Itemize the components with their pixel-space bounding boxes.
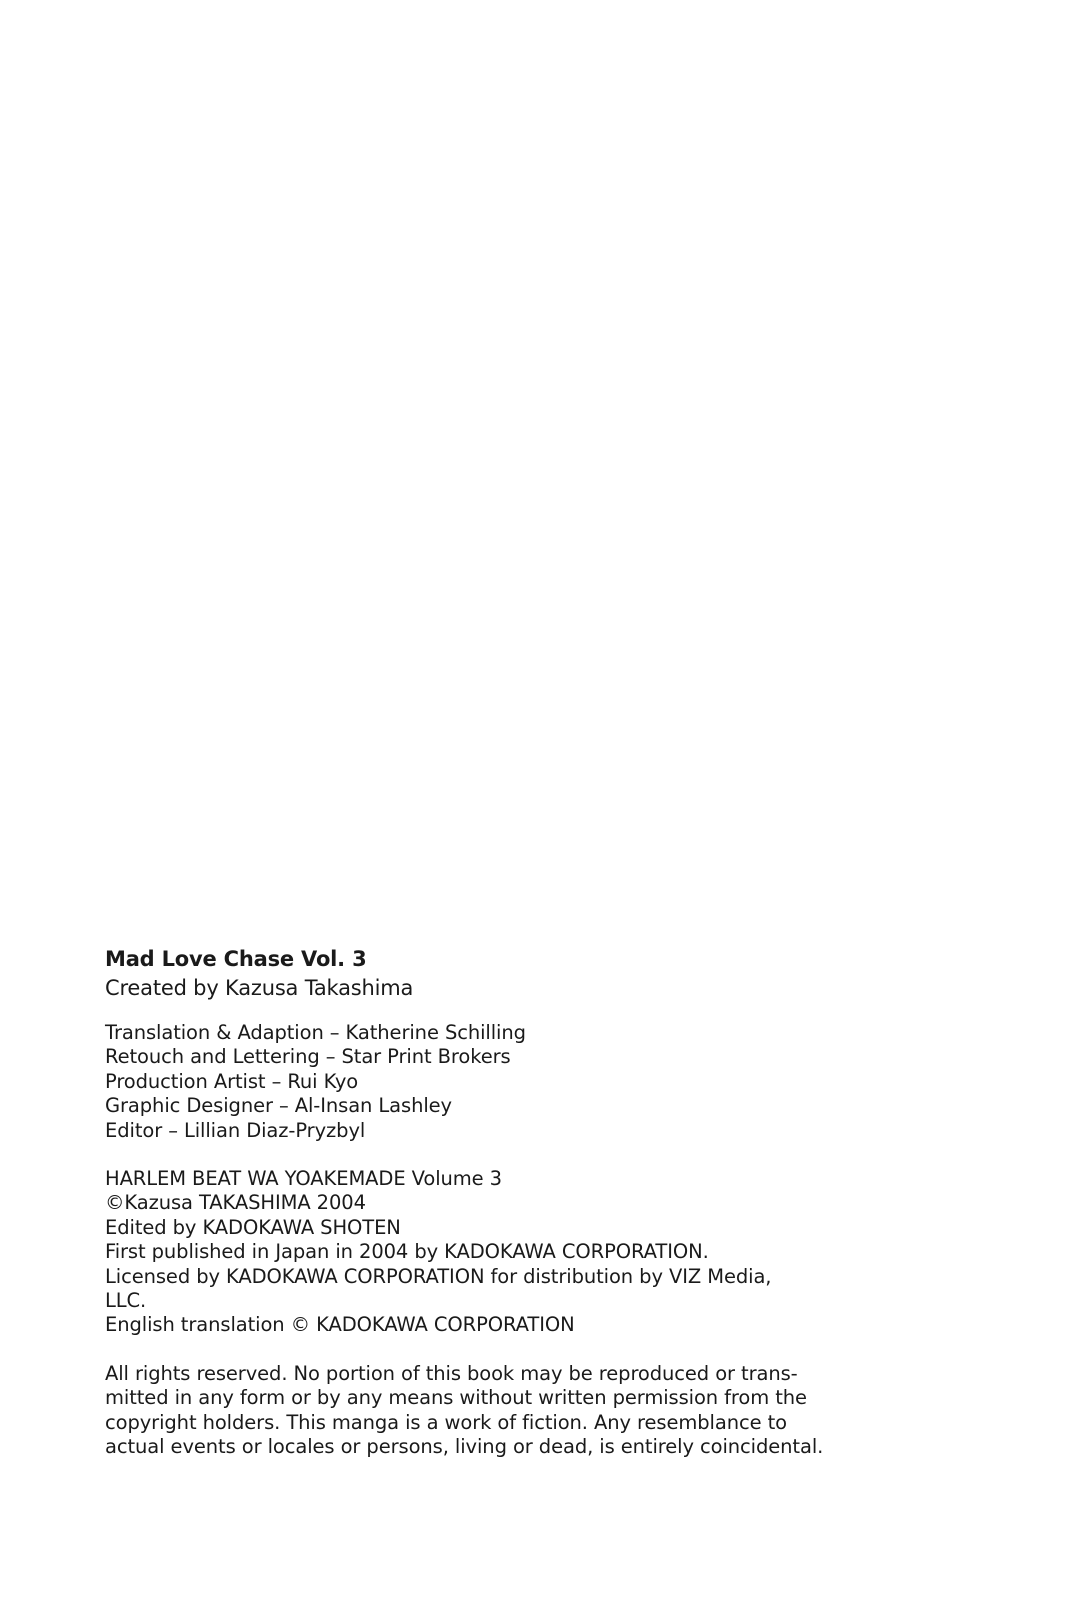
rights-line: All rights reserved. No portion of this book may be reproduced or trans-	[105, 1361, 798, 1385]
publication-line: Licensed by KADOKAWA CORPORATION for distribution by VIZ Media,	[105, 1264, 772, 1288]
rights-line: copyright holders. This manga is a work of fiction. Any resemblance to	[105, 1410, 787, 1434]
publication-line: LLC.	[105, 1289, 147, 1313]
publication-line: ©Kazusa TAKASHIMA 2004	[105, 1191, 366, 1215]
staff-line: Retouch and Lettering – Star Print Brokers	[105, 1045, 511, 1069]
staff-line: Editor – Lillian Diaz-Pryzbyl	[105, 1118, 366, 1142]
staff-credits	[105, 1021, 805, 1143]
publication-line: English translation © KADOKAWA CORPORATION	[105, 1313, 575, 1337]
staff-line: Translation & Adaption – Katherine Schilling	[105, 1021, 526, 1044]
publication-line: First published in Japan in 2004 by KADOKAWA CORPORATION.	[105, 1240, 709, 1264]
rights-notice	[105, 1361, 824, 1460]
publication-line: HARLEM BEAT WA YOAKEMADE Volume 3	[105, 1167, 502, 1191]
book-title: Mad Love Chase Vol. 3	[105, 947, 367, 971]
credits-block	[105, 945, 824, 1484]
publication-line: Edited by KADOKAWA SHOTEN	[105, 1215, 401, 1239]
book-creator: Created by Kazusa Takashima	[105, 976, 414, 1000]
staff-line: Graphic Designer – Al-Insan Lashley	[105, 1094, 452, 1118]
rights-line: mitted in any form or by any means without written permission from the	[105, 1386, 807, 1410]
rights-line: actual events or locales or persons, living or dead, is entirely coincidental.	[105, 1435, 824, 1459]
publication-info	[105, 1167, 805, 1338]
staff-line: Production Artist – Rui Kyo	[105, 1069, 359, 1093]
